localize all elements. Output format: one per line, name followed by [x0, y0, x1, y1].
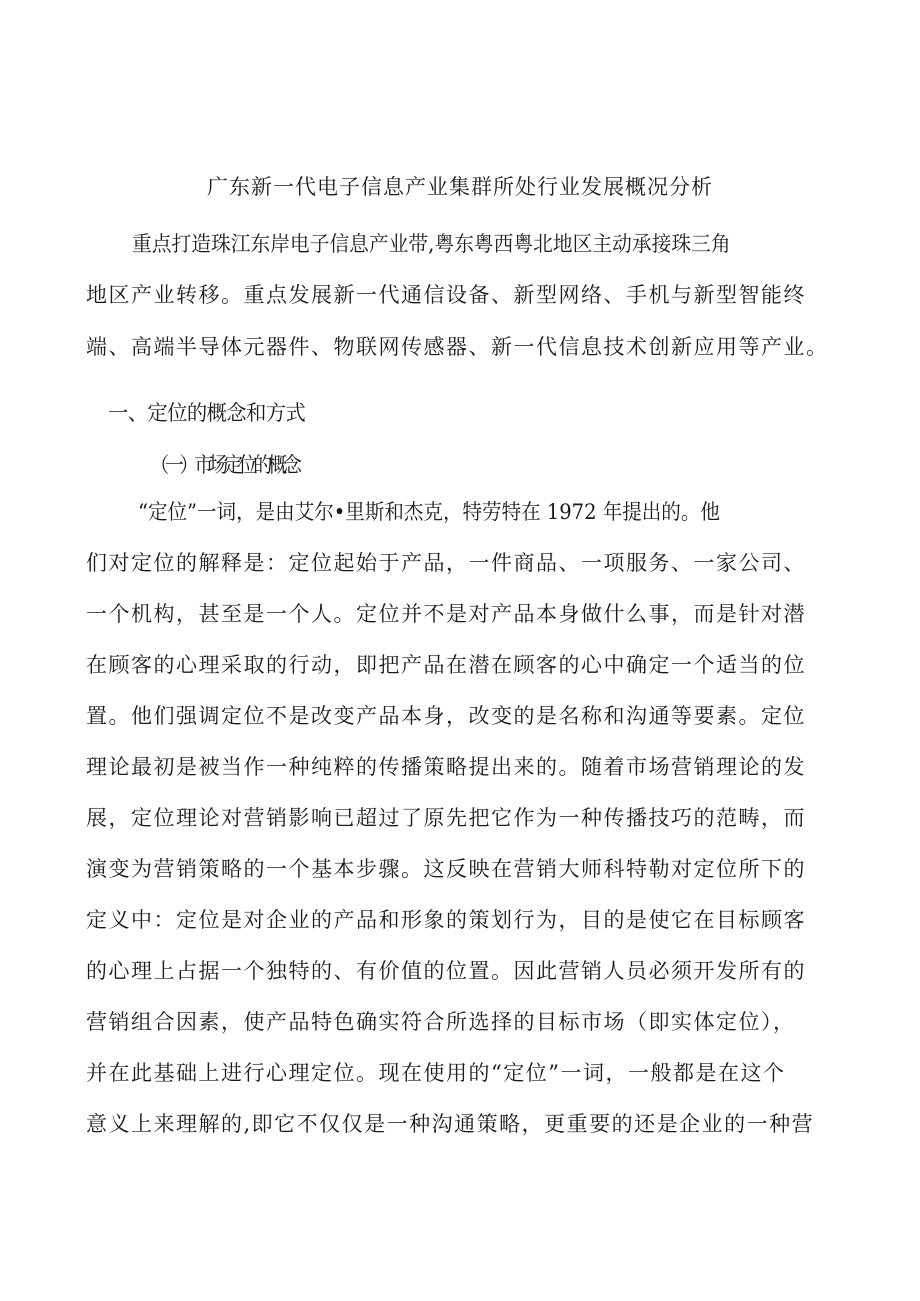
body-line: 并在此基础上进行心理定位。现在使用的“定位”一词，一般都是在这个	[86, 1061, 786, 1085]
document-title: 广东新一代电子信息产业集群所处行业发展概况分析	[207, 175, 713, 199]
body-line: 理论最初是被当作一种纯粹的传播策略提出来的。随着市场营销理论的发	[86, 755, 806, 779]
body-line: 定义中：定位是对企业的产品和形象的策划行为，目的是使它在目标顾客	[86, 908, 806, 932]
body-line: 营销组合因素，使产品特色确实符合所选择的目标市场（即实体定位），	[86, 1010, 796, 1034]
intro-line: 地区产业转移。重点发展新一代通信设备、新型网络、手机与新型智能终	[86, 283, 806, 307]
body-line: 意义上来理解的,即它不仅仅是一种沟通策略，更重要的还是企业的一种营	[86, 1112, 815, 1136]
body-line: 一个机构，甚至是一个人。定位并不是对产品本身做什么事，而是针对潜	[86, 602, 806, 626]
intro-line: 端、高端半导体元器件、物联网传感器、新一代信息技术创新应用等产业。	[86, 335, 829, 359]
body-line: 展，定位理论对营销影响已超过了原先把它作为一种传播技巧的范畴，而	[86, 806, 806, 830]
intro-line: 重点打造珠江东岸电子信息产业带,粤东粤西粤北地区主动承接珠三角	[132, 232, 731, 256]
body-line: 置。他们强调定位不是改变产品本身，改变的是名称和沟通等要素。定位	[86, 704, 806, 728]
subsection-heading: （一）市场定位的概念	[150, 453, 298, 477]
body-line: 演变为营销策略的一个基本步骤。这反映在营销大师科特勒对定位所下的	[86, 857, 806, 881]
body-line: “定位”一词，是由艾尔•里斯和杰克，特劳特在 1972 年提出的。他	[138, 500, 720, 524]
section-heading: 一、定位的概念和方式	[108, 401, 306, 425]
body-line: 们对定位的解释是：定位起始于产品，一件商品、一项服务、一家公司、	[86, 551, 806, 575]
body-line: 的心理上占据一个独特的、有价值的位置。因此营销人员必须开发所有的	[86, 959, 806, 983]
body-line: 在顾客的心理采取的行动，即把产品在潜在顾客的心中确定一个适当的位	[86, 653, 806, 677]
